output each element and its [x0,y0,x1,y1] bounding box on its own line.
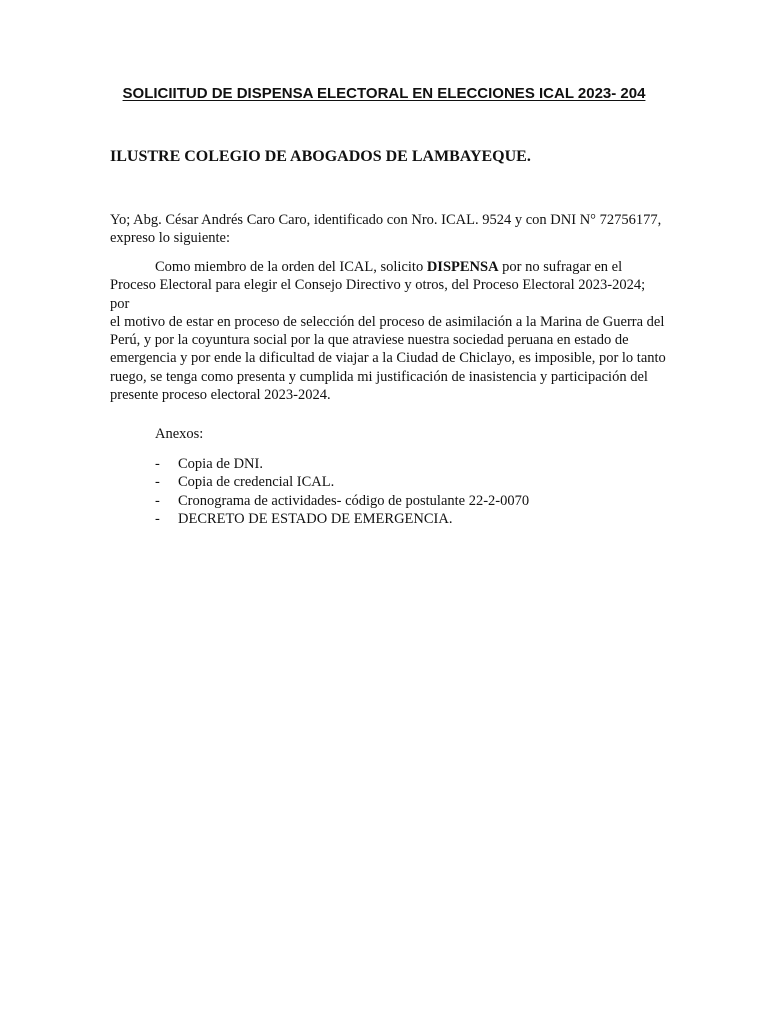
request-line: presente proceso electoral 2023-2024. [110,387,331,404]
list-item-text: DECRETO DE ESTADO DE EMERGENCIA. [178,510,453,527]
list-item [110,510,666,528]
request-text: Como miembro de la orden del ICAL, solicito [155,259,427,275]
list-bullet: - [155,510,160,527]
list-item-text: Copia de DNI. [178,456,263,472]
request-line: emergencia y por ende la dificultad de viajar a la Ciudad de Chiclayo, es imposible, por lo tanto [110,350,666,367]
intro-line: expreso lo siguiente: [110,230,231,247]
document-title-text: SOLICIITUD DE DISPENSA ELECTORAL EN ELECCIONES ICAL 2023- 204 [122,85,646,102]
list-item [110,473,666,491]
request-line: el motivo de estar en proceso de selección del proceso de asimilación a la Marina de Guerra del [110,313,665,330]
list-bullet: - [155,474,160,491]
dispensa-bold-text: DISPENSA [426,259,499,275]
list-bullet: - [155,456,160,472]
list-item-text: Copia de credencial ICAL. [178,474,335,491]
list-item [110,455,666,473]
request-paragraph [110,258,666,404]
request-line: ruego, se tenga como presenta y cumplida mi justificación de inasistencia y participación del [110,368,648,385]
request-text: por no sufragar en el [498,259,623,275]
intro-paragraph [110,211,666,248]
annexes-list [110,455,666,528]
list-bullet: - [155,492,160,509]
annexes-heading: Anexos: [155,426,204,442]
document-title [0,84,768,104]
request-line: Proceso Electoral para elegir el Consejo Directivo y otros, del Proceso Electoral 2023-2024; por [110,277,646,312]
request-line: Perú, y por la coyuntura social por la que atraviese nuestra sociedad peruana en estado de [110,332,629,349]
intro-line: Yo; Abg. César Andrés Caro Caro, identificado con Nro. ICAL. 9524 y con DNI N° 72756177, [110,212,662,228]
addressee-heading: ILUSTRE COLEGIO DE ABOGADOS DE LAMBAYEQUE. [110,148,531,165]
list-item-text: Cronograma de actividades- código de postulante 22-2-0070 [178,492,530,509]
list-item [110,492,666,510]
